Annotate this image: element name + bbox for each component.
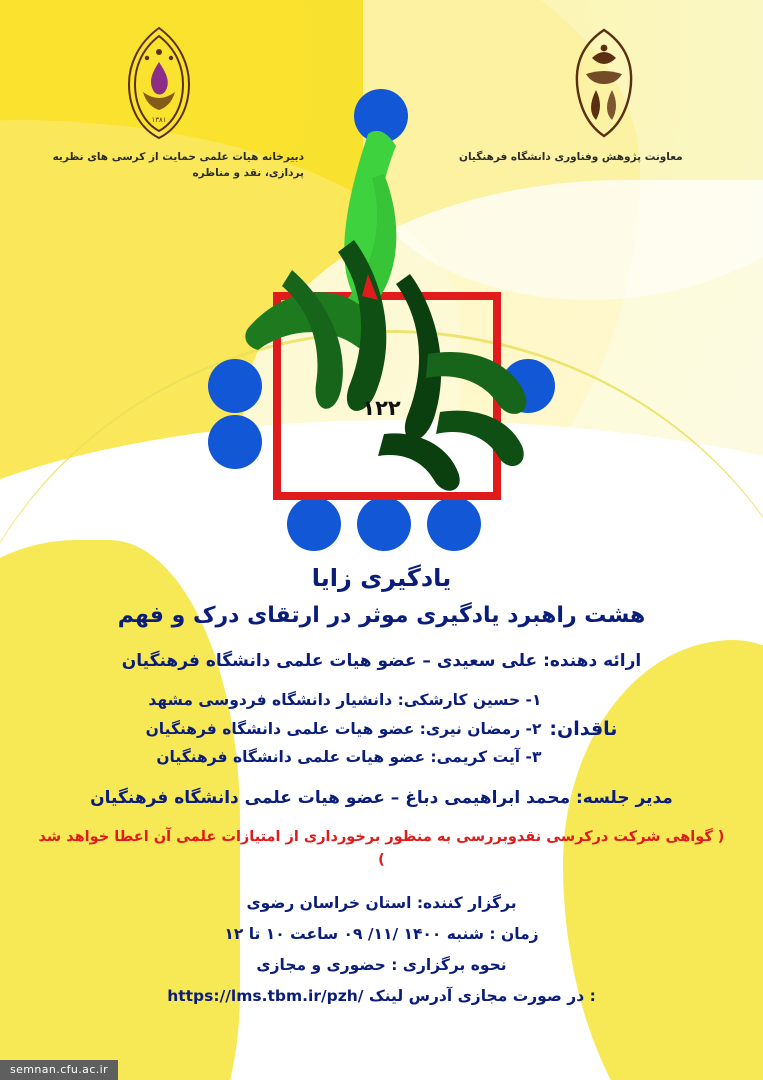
svg-text:۱۳۸۱: ۱۳۸۱ [151, 116, 167, 124]
critics-block [34, 686, 729, 772]
session-chair-line: مدیر جلسه: محمد ابراهیمی دباغ – عضو هیات علمی دانشگاه فرهنگیان [90, 788, 673, 809]
poster-title-primary: یادگیری زایا [311, 564, 452, 592]
event-meta [34, 888, 729, 1012]
poster-content [0, 560, 763, 1012]
list-item: ۱- حسین کارشکی: دانشیار دانشگاه فردوسی مشهد [148, 691, 542, 710]
footer-site-badge: semnan.cfu.ac.ir [0, 1060, 118, 1080]
central-emblem [0, 74, 763, 554]
organizer-line: برگزار کننده: استان خراسان رضوی [246, 894, 517, 913]
list-item: ۲- رمضان نیری: عضو هیات علمی دانشگاه فرهنگیان [145, 719, 542, 738]
critics-label: ناقدان: [549, 718, 618, 741]
list-item: ۳- آیت کریمی: عضو هیات علمی دانشگاه فرهنگیان [156, 748, 542, 767]
presenter-line: ارائه دهنده: علی سعیدی – عضو هیات علمی دانشگاه فرهنگیان [121, 651, 642, 672]
datetime-line: زمان : شنبه ۱۴۰۰ /۱۱/ ۰۹ ساعت ۱۰ تا ۱۲ [224, 925, 539, 944]
virtual-link-line[interactable] [34, 981, 729, 1012]
virtual-link-url[interactable]: https://lms.tbm.ir/pzh/ [167, 987, 364, 1006]
certificate-note: ( گواهی شرکت درکرسی نقدوبررسی به منظور برخورداری از امتیازات علمی آن اعطا خواهد شد ) [38, 829, 725, 869]
logo-left-caption: دبیرخانه هیات علمی حمایت از کرسی های نظریه پردازی، نقد و مناظره [52, 151, 304, 179]
poster-title-secondary: هشت راهبرد یادگیری موثر در ارتقای درک و فهم [117, 603, 646, 628]
emblem-graphic [172, 74, 592, 554]
mode-line: نحوه برگزاری : حضوری و مجازی [256, 956, 507, 975]
logo-right-caption: معاونت پژوهش وفناوری دانشگاه فرهنگیان [459, 151, 683, 163]
emblem-leaf-strokes [245, 131, 526, 491]
virtual-link-label: در صورت مجازی آدرس لینک : [368, 987, 596, 1006]
critics-list [146, 686, 542, 772]
serial-number: ۱۲۲ [362, 396, 401, 420]
